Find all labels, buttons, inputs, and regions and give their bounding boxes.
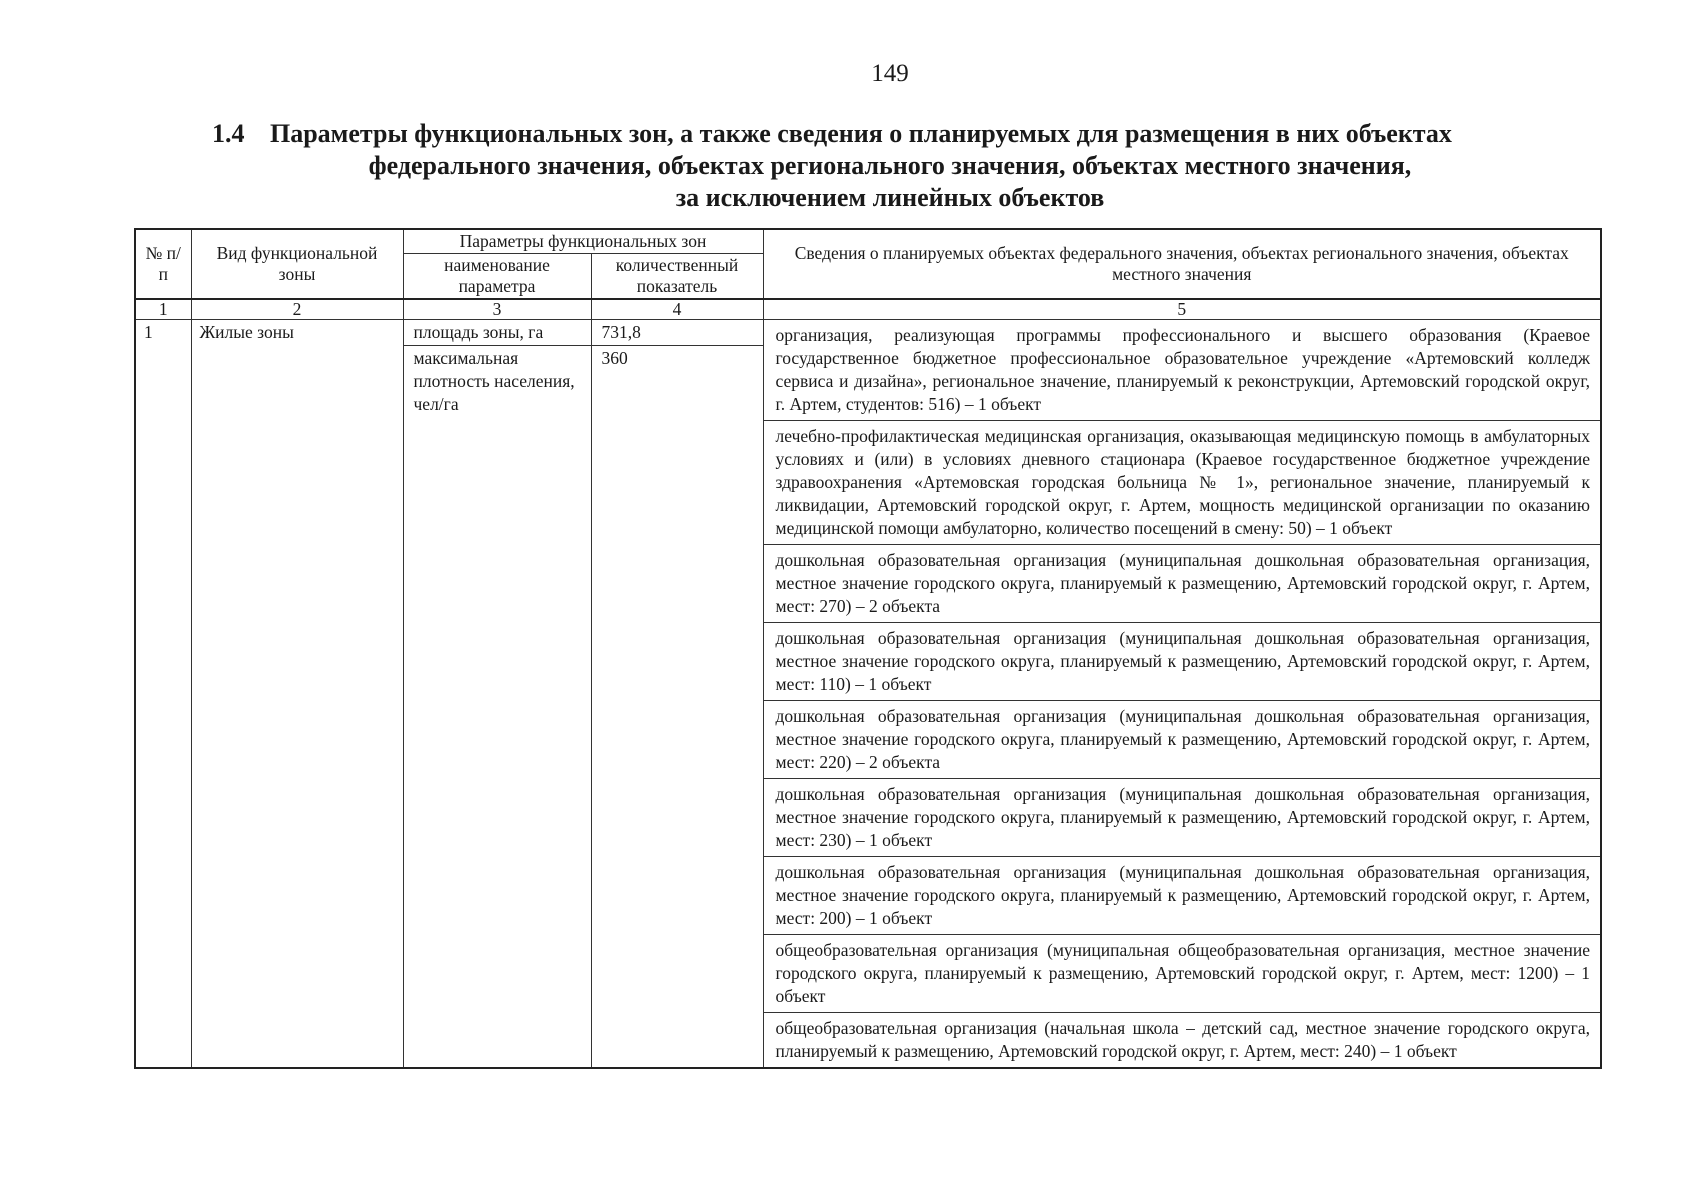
header-param-name: наименование параметра xyxy=(403,254,591,300)
table-row xyxy=(135,320,1601,1069)
planned-object-item: лечебно-профилактическая медицинская организация, оказывающая медицинскую помощь в амбулаторных условиях и (или) в условиях дневного стационара (Краевое государственное бюджетное учреждение здравоохранения «Артемовская городская больница № 1», региональное значение, планируемый к ликвидации, Артемовский городской округ, г. Артем, мощность медицинской организации по оказанию медицинской помощи амбулаторно, количество посещений в смену: 50) – 1 объект xyxy=(764,420,1601,544)
planned-object-item: дошкольная образовательная организация (муниципальная дошкольная образовательная организация, местное значение городского округа, планируемый к размещению, Артемовский городской округ, г. Артем, мест: 230) – 1 объект xyxy=(764,778,1601,856)
row-number: 1 xyxy=(135,320,191,1069)
column-number: 3 xyxy=(403,299,591,320)
header-num: № п/п xyxy=(135,229,191,299)
column-number: 1 xyxy=(135,299,191,320)
param-name: площадь зоны, га xyxy=(404,320,591,346)
param-value: 731,8 xyxy=(592,320,763,346)
column-number: 4 xyxy=(591,299,763,320)
header-zone-type: Вид функциональной зоны xyxy=(191,229,403,299)
section-number: 1.4 xyxy=(212,119,245,148)
planned-object-item: дошкольная образовательная организация (муниципальная дошкольная образовательная организация, местное значение городского округа, планируемый к размещению, Артемовский городской округ, г. Артем, мест: 110) – 1 объект xyxy=(764,622,1601,700)
header-param-value: количественный показатель xyxy=(591,254,763,300)
section-title xyxy=(200,118,1580,214)
column-number: 2 xyxy=(191,299,403,320)
param-names-cell xyxy=(403,320,591,1069)
page-number: 149 xyxy=(871,60,909,87)
planned-object-item: общеобразовательная организация (муниципальная общеобразовательная организация, местное значение городского округа, планируемый к размещению, Артемовский городской округ, г. Артем, мест: 1200) – 1 объект xyxy=(764,934,1601,1012)
header-params-group: Параметры функциональных зон xyxy=(403,229,763,254)
planned-object-item: дошкольная образовательная организация (муниципальная дошкольная образовательная организация, местное значение городского округа, планируемый к размещению, Артемовский городской округ, г. Артем, мест: 200) – 1 объект xyxy=(764,856,1601,934)
planned-object-item: дошкольная образовательная организация (муниципальная дошкольная образовательная организация, местное значение городского округа, планируемый к размещению, Артемовский городской округ, г. Артем, мест: 220) – 2 объекта xyxy=(764,700,1601,778)
title-line-2: федерального значения, объектах регионального значения, объектах местного значения, xyxy=(368,151,1412,180)
header-objects-info: Сведения о планируемых объектах федерального значения, объектах регионального значения, объектах местного значения xyxy=(763,229,1601,299)
title-line-3: за исключением линейных объектов xyxy=(675,183,1105,212)
zone-name: Жилые зоны xyxy=(191,320,403,1069)
objects-info-cell xyxy=(763,320,1601,1069)
title-line-1: 1.4 Параметры функциональных зон, а также сведения о планируемых для размещения в них объектах xyxy=(212,119,1452,148)
functional-zones-table xyxy=(134,228,1602,1069)
param-value: 360 xyxy=(601,348,628,368)
column-number-row xyxy=(135,299,1601,320)
column-number: 5 xyxy=(763,299,1601,320)
planned-object-item: организация, реализующая программы профессионального и высшего образования (Краевое государственное бюджетное профессиональное образовательное учреждение «Артемовский колледж сервиса и дизайна», региональное значение, планируемый к реконструкции, Артемовский городской округ, г. Артем, студентов: 516) – 1 объект xyxy=(775,325,1590,414)
param-values-cell xyxy=(591,320,763,1069)
planned-object-item: общеобразовательная организация (начальная школа – детский сад, местное значение городского округа, планируемый к размещению, Артемовский городской округ, г. Артем, мест: 240) – 1 объект xyxy=(764,1012,1601,1067)
planned-object-item: дошкольная образовательная организация (муниципальная дошкольная образовательная организация, местное значение городского округа, планируемый к размещению, Артемовский городской округ, г. Артем, мест: 270) – 2 объекта xyxy=(764,544,1601,622)
param-name: максимальная плотность населения, чел/га xyxy=(413,348,575,414)
